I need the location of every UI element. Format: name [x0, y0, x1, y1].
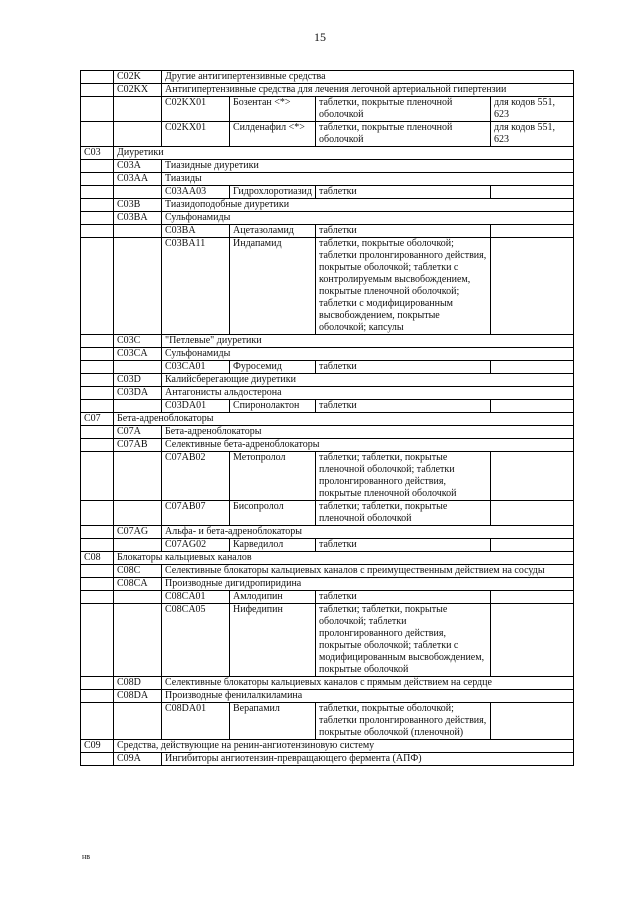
group-code-cell: C02KX	[114, 84, 162, 97]
note-cell	[491, 604, 574, 677]
drug-name-cell: Гидрохлоротиазид	[230, 186, 316, 199]
empty-cell	[114, 604, 162, 677]
group-code-cell: C03D	[114, 374, 162, 387]
empty-cell	[114, 97, 162, 122]
drug-name-cell: Спиронолактон	[230, 400, 316, 413]
drug-name-cell: Фуросемид	[230, 361, 316, 374]
chapter-name-cell: Диуретики	[114, 147, 574, 160]
group-name-cell: Производные дигидропиридина	[162, 578, 574, 591]
table-row	[81, 186, 574, 199]
chapter-code-cell: C08	[81, 552, 114, 565]
empty-cell	[81, 238, 114, 335]
table-row	[81, 122, 574, 147]
table-row	[81, 212, 574, 225]
group-code-cell: C03AA	[114, 173, 162, 186]
drug-name-cell: Ацетазоламид	[230, 225, 316, 238]
empty-cell	[114, 591, 162, 604]
drug-name-cell: Силденафил <*>	[230, 122, 316, 147]
drug-name-cell: Нифедипин	[230, 604, 316, 677]
note-cell	[491, 539, 574, 552]
empty-cell	[81, 160, 114, 173]
drug-code-cell: C08DA01	[162, 703, 230, 740]
empty-cell	[81, 225, 114, 238]
dosage-form-cell: таблетки; таблетки, покрытые пленочной оболочкой; таблетки пролонгированного действия, покрытые пленочной оболочкой	[316, 452, 491, 501]
group-code-cell: C03CA	[114, 348, 162, 361]
group-name-cell: Другие антигипертензивные средства	[162, 71, 574, 84]
drug-code-cell: C03DA01	[162, 400, 230, 413]
dosage-form-cell: таблетки	[316, 400, 491, 413]
drug-table	[80, 70, 574, 766]
group-name-cell: Тиазидные диуретики	[162, 160, 574, 173]
note-cell	[491, 591, 574, 604]
empty-cell	[81, 501, 114, 526]
note-cell	[491, 703, 574, 740]
table-row	[81, 753, 574, 766]
table-row	[81, 703, 574, 740]
dosage-form-cell: таблетки	[316, 539, 491, 552]
table-row	[81, 591, 574, 604]
table-row	[81, 348, 574, 361]
empty-cell	[114, 238, 162, 335]
empty-cell	[114, 186, 162, 199]
empty-cell	[81, 565, 114, 578]
empty-cell	[114, 539, 162, 552]
table-row	[81, 225, 574, 238]
table-row	[81, 426, 574, 439]
empty-cell	[81, 526, 114, 539]
dosage-form-cell: таблетки	[316, 591, 491, 604]
drug-code-cell: C02KX01	[162, 97, 230, 122]
note-cell	[491, 501, 574, 526]
empty-cell	[81, 703, 114, 740]
group-name-cell: Селективные блокаторы кальциевых каналов с преимущественным действием на сосуды	[162, 565, 574, 578]
group-name-cell: Калийсберегающие диуретики	[162, 374, 574, 387]
table-row	[81, 740, 574, 753]
group-name-cell: Ингибиторы ангиотензин-превращающего фермента (АПФ)	[162, 753, 574, 766]
table-row	[81, 578, 574, 591]
table-row	[81, 539, 574, 552]
drug-code-cell: C03BA	[162, 225, 230, 238]
group-code-cell: C08DA	[114, 690, 162, 703]
drug-name-cell: Индапамид	[230, 238, 316, 335]
table-row	[81, 160, 574, 173]
group-code-cell: C07A	[114, 426, 162, 439]
table-row	[81, 238, 574, 335]
empty-cell	[114, 400, 162, 413]
empty-cell	[81, 122, 114, 147]
drug-code-cell: C08CA01	[162, 591, 230, 604]
empty-cell	[114, 225, 162, 238]
chapter-name-cell: Средства, действующие на ренин-ангиотензиновую систему	[114, 740, 574, 753]
dosage-form-cell: таблетки; таблетки, покрытые пленочной оболочкой	[316, 501, 491, 526]
table-row	[81, 335, 574, 348]
note-cell	[491, 361, 574, 374]
drug-code-cell: C07AB07	[162, 501, 230, 526]
note-cell: для кодов 551, 623	[491, 122, 574, 147]
group-code-cell: C03DA	[114, 387, 162, 400]
table-row	[81, 147, 574, 160]
drug-code-cell: C08CA05	[162, 604, 230, 677]
group-code-cell: C03A	[114, 160, 162, 173]
empty-cell	[114, 703, 162, 740]
table-row	[81, 501, 574, 526]
group-code-cell: C08C	[114, 565, 162, 578]
empty-cell	[114, 122, 162, 147]
drug-code-cell: C02KX01	[162, 122, 230, 147]
group-name-cell: Производные фенилалкиламина	[162, 690, 574, 703]
note-cell	[491, 225, 574, 238]
note-cell	[491, 400, 574, 413]
table-row	[81, 400, 574, 413]
empty-cell	[81, 426, 114, 439]
empty-cell	[81, 539, 114, 552]
table-row	[81, 84, 574, 97]
dosage-form-cell: таблетки, покрытые пленочной оболочкой	[316, 122, 491, 147]
table-row	[81, 199, 574, 212]
group-name-cell: Тиазидоподобные диуретики	[162, 199, 574, 212]
empty-cell	[81, 374, 114, 387]
table-row	[81, 690, 574, 703]
note-cell	[491, 186, 574, 199]
empty-cell	[81, 677, 114, 690]
empty-cell	[81, 199, 114, 212]
empty-cell	[81, 387, 114, 400]
chapter-code-cell: C07	[81, 413, 114, 426]
table-row	[81, 439, 574, 452]
footer-mark: нв	[82, 852, 91, 861]
table-row	[81, 361, 574, 374]
empty-cell	[81, 212, 114, 225]
empty-cell	[81, 604, 114, 677]
drug-name-cell: Бозентан <*>	[230, 97, 316, 122]
drug-code-cell: C03BA11	[162, 238, 230, 335]
table-row	[81, 552, 574, 565]
table-row	[81, 526, 574, 539]
group-name-cell: Селективные блокаторы кальциевых каналов с прямым действием на сердце	[162, 677, 574, 690]
chapter-name-cell: Блокаторы кальциевых каналов	[114, 552, 574, 565]
empty-cell	[81, 591, 114, 604]
table-body	[81, 71, 574, 766]
drug-name-cell: Верапамил	[230, 703, 316, 740]
empty-cell	[81, 173, 114, 186]
table-row	[81, 452, 574, 501]
table-row	[81, 374, 574, 387]
empty-cell	[81, 186, 114, 199]
group-name-cell: "Петлевые" диуретики	[162, 335, 574, 348]
group-name-cell: Сульфонамиды	[162, 348, 574, 361]
drug-name-cell: Метопролол	[230, 452, 316, 501]
dosage-form-cell: таблетки, покрытые оболочкой; таблетки пролонгированного действия, покрытые оболочкой; таблетки с контролируемым высвобождением, покрытые пленочной оболочкой; таблетки с модифицированным высвобождением, покрытые оболочкой; капсулы	[316, 238, 491, 335]
chapter-code-cell: C09	[81, 740, 114, 753]
drug-code-cell: C07AG02	[162, 539, 230, 552]
group-code-cell: C03B	[114, 199, 162, 212]
empty-cell	[81, 690, 114, 703]
group-name-cell: Селективные бета-адреноблокаторы	[162, 439, 574, 452]
chapter-code-cell: C03	[81, 147, 114, 160]
drug-name-cell: Бисопролол	[230, 501, 316, 526]
empty-cell	[114, 361, 162, 374]
chapter-name-cell: Бета-адреноблокаторы	[114, 413, 574, 426]
empty-cell	[81, 348, 114, 361]
group-name-cell: Антагонисты альдостерона	[162, 387, 574, 400]
table-row	[81, 604, 574, 677]
group-code-cell: C07AB	[114, 439, 162, 452]
dosage-form-cell: таблетки	[316, 225, 491, 238]
empty-cell	[81, 84, 114, 97]
group-code-cell: C08D	[114, 677, 162, 690]
empty-cell	[81, 361, 114, 374]
group-name-cell: Антигипертензивные средства для лечения легочной артериальной гипертензии	[162, 84, 574, 97]
group-code-cell: C08CA	[114, 578, 162, 591]
empty-cell	[114, 452, 162, 501]
empty-cell	[81, 452, 114, 501]
dosage-form-cell: таблетки, покрытые оболочкой; таблетки пролонгированного действия, покрытые оболочкой (пленочной)	[316, 703, 491, 740]
dosage-form-cell: таблетки	[316, 186, 491, 199]
group-name-cell: Альфа- и бета-адреноблокаторы	[162, 526, 574, 539]
drug-name-cell: Карведилол	[230, 539, 316, 552]
empty-cell	[81, 97, 114, 122]
table-row	[81, 97, 574, 122]
dosage-form-cell: таблетки	[316, 361, 491, 374]
table-row	[81, 677, 574, 690]
note-cell	[491, 452, 574, 501]
note-cell	[491, 238, 574, 335]
group-name-cell: Сульфонамиды	[162, 212, 574, 225]
empty-cell	[81, 753, 114, 766]
group-name-cell: Тиазиды	[162, 173, 574, 186]
empty-cell	[81, 335, 114, 348]
page-number: 15	[314, 30, 326, 44]
table-row	[81, 173, 574, 186]
empty-cell	[81, 400, 114, 413]
table-row	[81, 71, 574, 84]
dosage-form-cell: таблетки, покрытые пленочной оболочкой	[316, 97, 491, 122]
empty-cell	[81, 71, 114, 84]
group-code-cell: C02K	[114, 71, 162, 84]
empty-cell	[81, 578, 114, 591]
drug-name-cell: Амлодипин	[230, 591, 316, 604]
dosage-form-cell: таблетки; таблетки, покрытые оболочкой; таблетки пролонгированного действия, покрытые оболочкой; таблетки с модифицированным высвобождением, покрытые оболочкой	[316, 604, 491, 677]
table-row	[81, 387, 574, 400]
drug-code-cell: C07AB02	[162, 452, 230, 501]
table-row	[81, 565, 574, 578]
group-code-cell: C07AG	[114, 526, 162, 539]
table-row	[81, 413, 574, 426]
note-cell: для кодов 551, 623	[491, 97, 574, 122]
drug-code-cell: C03CA01	[162, 361, 230, 374]
empty-cell	[81, 439, 114, 452]
empty-cell	[114, 501, 162, 526]
group-code-cell: C03C	[114, 335, 162, 348]
group-code-cell: C03BA	[114, 212, 162, 225]
group-name-cell: Бета-адреноблокаторы	[162, 426, 574, 439]
drug-code-cell: C03AA03	[162, 186, 230, 199]
group-code-cell: C09A	[114, 753, 162, 766]
